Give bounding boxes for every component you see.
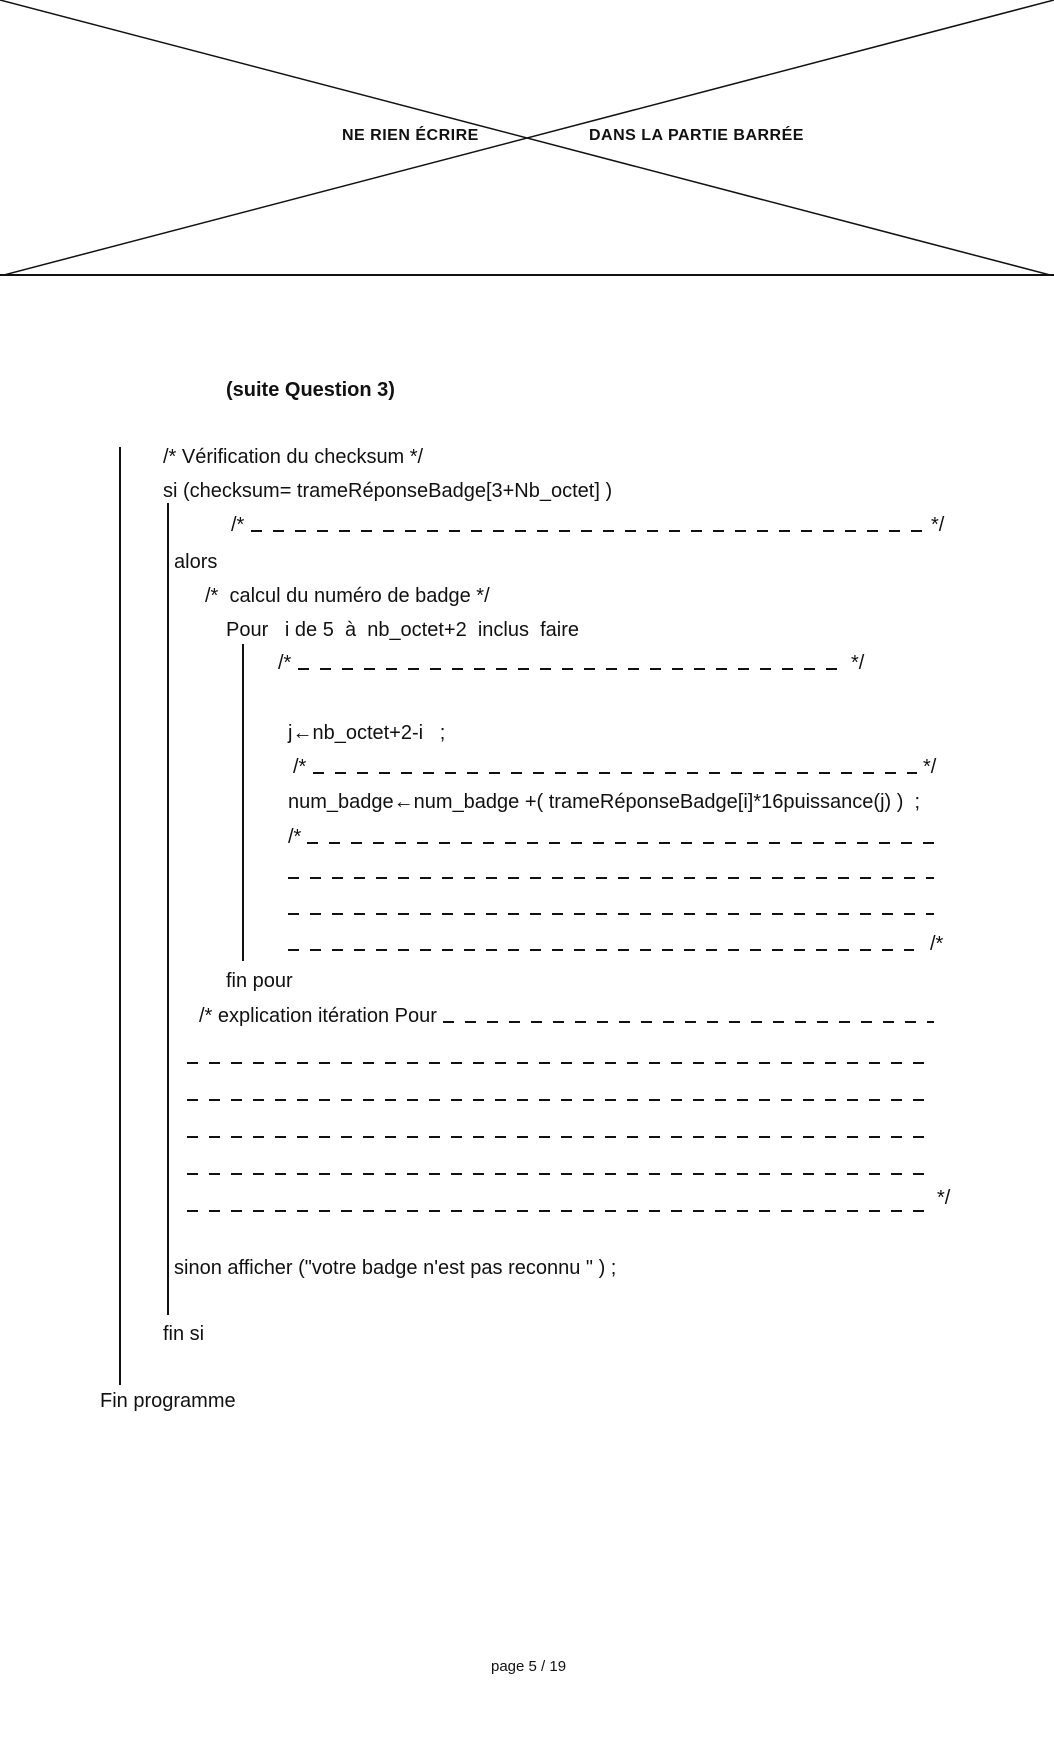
answer-blank-line[interactable] bbox=[187, 1193, 933, 1217]
section-title: (suite Question 3) bbox=[226, 379, 395, 401]
comment-explication: /* explication itération Pour bbox=[199, 1005, 437, 1027]
for-statement: Pour i de 5 à nb_octet+2 inclus faire bbox=[226, 619, 579, 641]
if-block-line bbox=[167, 503, 169, 1315]
answer-blank-line[interactable] bbox=[187, 1082, 934, 1106]
crossed-out-zone bbox=[0, 0, 1054, 276]
answer-blank-line[interactable] bbox=[313, 755, 917, 779]
answer-blank-line[interactable] bbox=[187, 1119, 934, 1143]
comment-open: /* bbox=[231, 514, 245, 536]
comment-calcul: /* calcul du numéro de badge */ bbox=[205, 585, 490, 607]
answer-blank-line[interactable] bbox=[251, 513, 925, 537]
keyword-fin-pour: fin pour bbox=[226, 970, 293, 992]
assign-arrow-icon: ← bbox=[292, 722, 313, 744]
answer-blank-line[interactable] bbox=[288, 932, 914, 956]
comment-close: /* bbox=[930, 933, 944, 955]
header-notice-left: NE RIEN ÉCRIRE bbox=[342, 127, 479, 144]
comment-close: */ bbox=[937, 1187, 951, 1209]
else-statement: sinon afficher ("votre badge n'est pas reconnu " ) ; bbox=[174, 1257, 617, 1279]
comment-open: /* bbox=[288, 826, 302, 848]
assign-arrow-icon: ← bbox=[393, 791, 414, 813]
assign-j-statement bbox=[288, 721, 445, 745]
page-number: page 5 / 19 bbox=[491, 1658, 567, 1675]
if-statement: si (checksum= trameRéponseBadge[3+Nb_octet] ) bbox=[163, 480, 613, 502]
var-num-badge: num_badge bbox=[288, 791, 394, 813]
comment-checksum: /* Vérification du checksum */ bbox=[163, 446, 424, 468]
answer-blank-line[interactable] bbox=[298, 651, 848, 675]
keyword-fin-si: fin si bbox=[163, 1323, 205, 1345]
answer-blank-line[interactable] bbox=[288, 860, 934, 884]
for-block-line bbox=[242, 644, 244, 961]
answer-blank-line[interactable] bbox=[443, 1004, 934, 1028]
comment-open: /* bbox=[278, 652, 292, 674]
answer-blank-line[interactable] bbox=[307, 825, 934, 849]
comment-close: */ bbox=[851, 652, 865, 674]
var-j: j bbox=[288, 722, 293, 744]
answer-blank-line[interactable] bbox=[187, 1156, 934, 1180]
program-block-line bbox=[119, 447, 121, 1385]
answer-blank-line[interactable] bbox=[288, 896, 934, 920]
comment-open: /* bbox=[293, 756, 307, 778]
answer-blank-line[interactable] bbox=[187, 1045, 934, 1069]
header-notice-right: DANS LA PARTIE BARRÉE bbox=[589, 127, 804, 144]
assign-num-badge-statement bbox=[288, 790, 920, 814]
comment-close: */ bbox=[923, 756, 937, 778]
keyword-alors: alors bbox=[174, 551, 218, 573]
assign-j-expression: nb_octet+2-i ; bbox=[312, 722, 446, 744]
assign-num-badge-expression: num_badge +( trameRéponseBadge[i]*16puissance(j) ) ; bbox=[413, 791, 921, 813]
comment-close: */ bbox=[931, 514, 945, 536]
keyword-fin-programme: Fin programme bbox=[100, 1390, 236, 1412]
